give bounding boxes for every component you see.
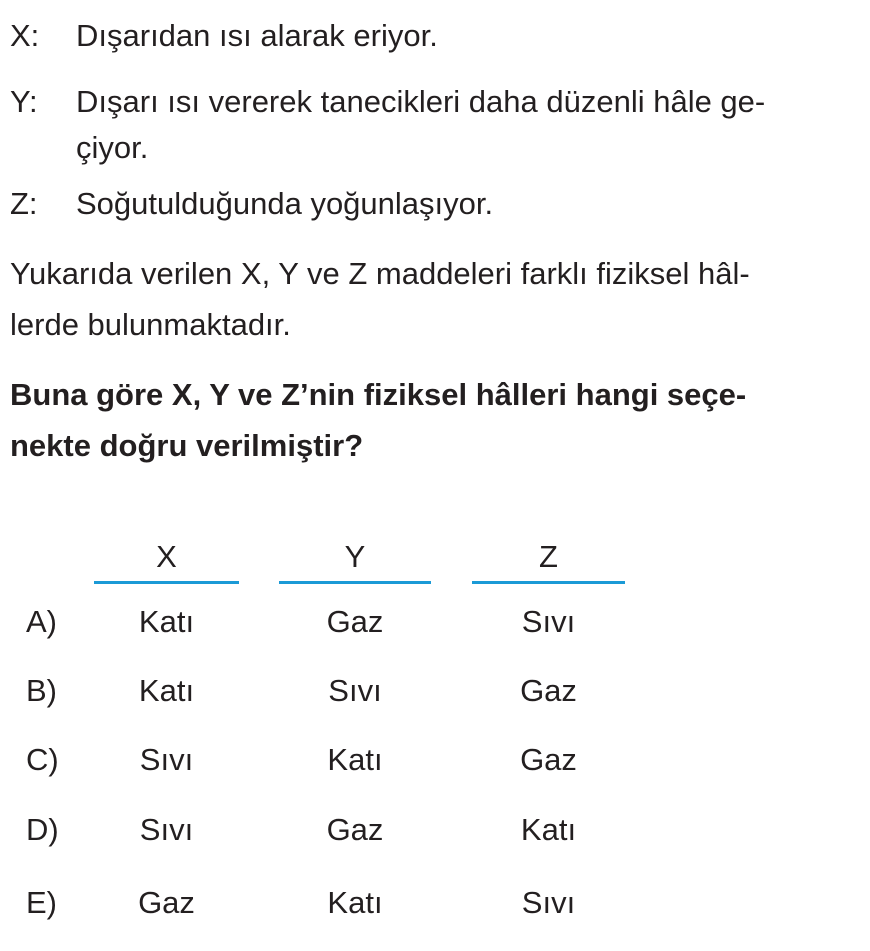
option-x-value: Katı bbox=[138, 673, 195, 708]
option-y-value: Gaz bbox=[326, 604, 384, 639]
option-letter: C) bbox=[26, 742, 59, 777]
option-x-value: Gaz bbox=[138, 885, 195, 920]
option-letter: A) bbox=[26, 604, 57, 639]
option-a[interactable] bbox=[0, 602, 870, 642]
option-z-value: Gaz bbox=[520, 673, 577, 708]
option-y-value: Katı bbox=[327, 885, 383, 920]
statement-x bbox=[10, 16, 850, 56]
column-header-x: X bbox=[156, 539, 177, 574]
statement-text: Soğutulduğunda yoğunlaşıyor. bbox=[76, 186, 494, 221]
header-underline bbox=[472, 581, 625, 584]
statement-label: Y: bbox=[10, 84, 38, 119]
statement-text: Dışarı ısı vererek tanecikleri daha düzenli hâle ge- bbox=[76, 84, 766, 119]
option-x-value: Sıvı bbox=[139, 812, 194, 847]
question-line: Buna göre X, Y ve Z’nin fiziksel hâlleri hangi seçe- bbox=[10, 377, 747, 412]
option-e[interactable] bbox=[0, 883, 870, 923]
statement-z bbox=[10, 184, 850, 224]
option-y-value: Gaz bbox=[326, 812, 384, 847]
option-c[interactable] bbox=[0, 740, 870, 780]
statement-label: X: bbox=[10, 18, 40, 53]
option-y-value: Katı bbox=[327, 742, 383, 777]
paragraph-line: Yukarıda verilen X, Y ve Z maddeleri farklı fiziksel hâl- bbox=[10, 256, 750, 291]
question-stem bbox=[10, 369, 840, 471]
option-x-value: Sıvı bbox=[139, 742, 194, 777]
header-underline bbox=[279, 581, 431, 584]
option-z-value: Sıvı bbox=[521, 885, 576, 920]
option-z-value: Gaz bbox=[520, 742, 577, 777]
column-header-y: Y bbox=[344, 539, 366, 574]
option-y-value: Sıvı bbox=[328, 673, 382, 708]
option-letter: E) bbox=[26, 885, 57, 920]
statement-text-continued: çiyor. bbox=[76, 130, 149, 165]
statement-text: Dışarıdan ısı alarak eriyor. bbox=[76, 18, 438, 53]
option-x-value: Katı bbox=[138, 604, 195, 639]
option-z-value: Sıvı bbox=[521, 604, 576, 639]
option-b[interactable] bbox=[0, 671, 870, 711]
question-line: nekte doğru verilmiştir? bbox=[10, 428, 364, 463]
option-letter: B) bbox=[26, 673, 57, 708]
header-underline bbox=[94, 581, 239, 584]
option-z-value: Katı bbox=[520, 812, 577, 847]
option-letter: D) bbox=[26, 812, 59, 847]
statement-y bbox=[10, 82, 850, 168]
statement-label: Z: bbox=[10, 186, 38, 221]
column-header-z: Z bbox=[539, 539, 558, 574]
paragraph-line: lerde bulunmaktadır. bbox=[10, 307, 291, 342]
option-d[interactable] bbox=[0, 810, 870, 850]
context-paragraph bbox=[10, 248, 840, 350]
